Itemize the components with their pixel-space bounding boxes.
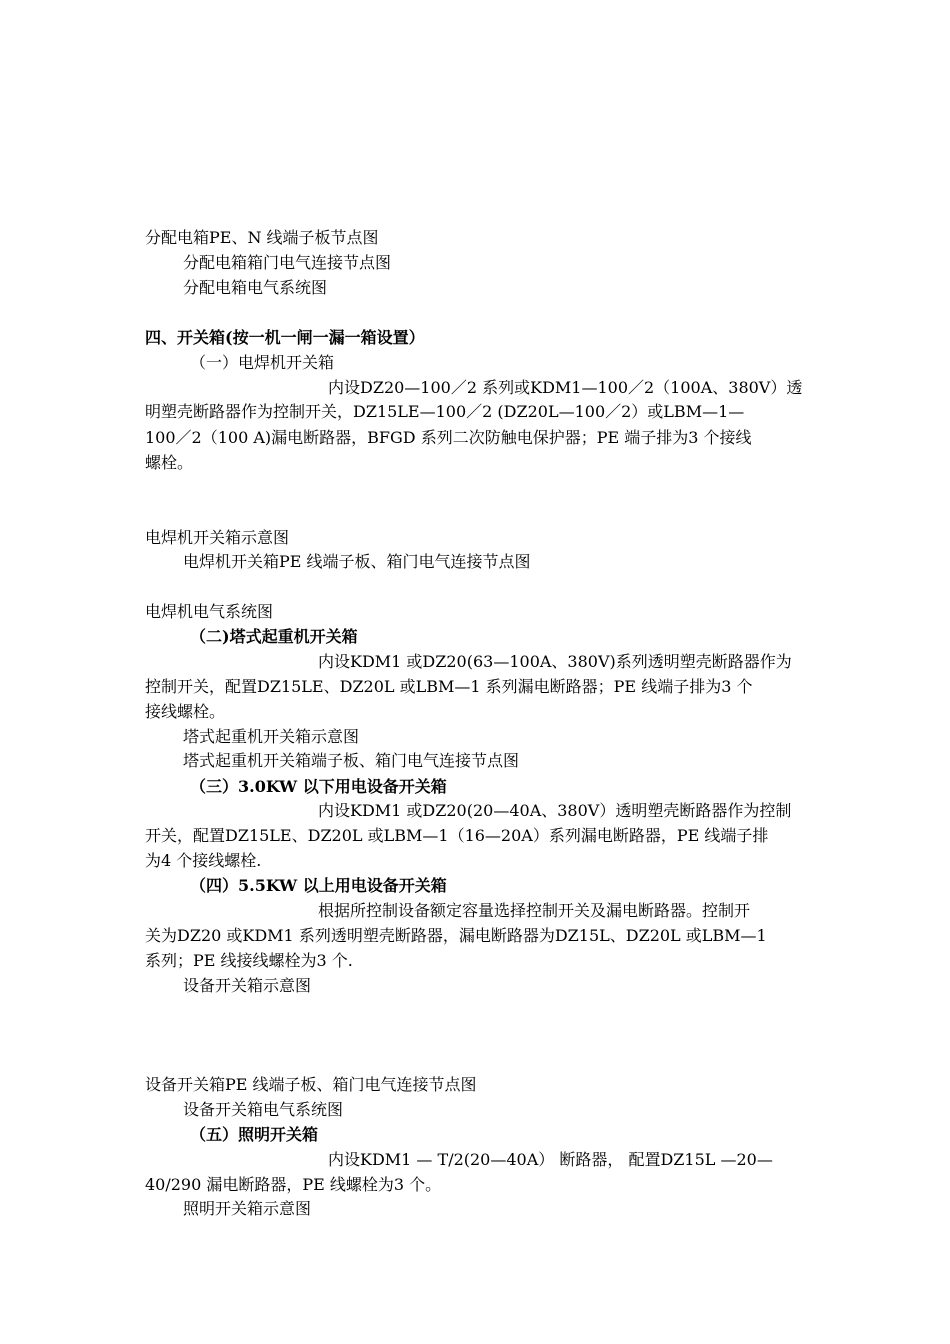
caption-lighting-switch-box: 照明开关箱示意图 — [183, 1199, 312, 1218]
paragraph-line: 100／2（100 A)漏电断路器，BFGD 系列二次防触电保护器；PE 端子排为3 个接线 — [145, 428, 752, 447]
caption-welder-switch-box: 电焊机开关箱示意图 — [145, 528, 290, 547]
section-heading-switch-box: 四、开关箱(按一机一闸一漏一箱设置） — [145, 328, 425, 347]
paragraph-line: 开关，配置DZ15LE、DZ20L 或LBM—1（16—20A）系列漏电断路器，PE 线端子排 — [145, 826, 769, 845]
line-distribution-pe-n-terminal: 分配电箱PE、N 线端子板节点图 — [145, 228, 379, 247]
subheading-below-3kw-switch-box: （三）3.0KW 以下用电设备开关箱 — [190, 777, 447, 796]
paragraph-line: 内设KDM1 — T/2(20—40A） 断路器， 配置DZ15L —20— — [328, 1150, 773, 1169]
caption-tower-crane-terminal-door: 塔式起重机开关箱端子板、箱门电气连接节点图 — [183, 751, 520, 770]
subheading-welder-switch-box: （一）电焊机开关箱 — [190, 353, 335, 372]
paragraph-line: 系列；PE 线接线螺栓为3 个. — [145, 951, 353, 970]
subheading-above-5kw-switch-box: （四）5.5KW 以上用电设备开关箱 — [190, 876, 447, 895]
paragraph-line: 接线螺栓。 — [145, 702, 226, 721]
paragraph-line: 根据所控制设备额定容量选择控制开关及漏电断路器。控制开 — [318, 901, 751, 920]
paragraph-line: 明塑壳断路器作为控制开关，DZ15LE—100／2 (DZ20L—100／2）或LBM—1— — [145, 402, 745, 421]
caption-welder-system-diagram: 电焊机电气系统图 — [145, 602, 274, 621]
paragraph-line: 内设KDM1 或DZ20(20—40A、380V）透明塑壳断路器作为控制 — [318, 801, 792, 820]
paragraph-line: 为4 个接线螺栓. — [145, 851, 262, 870]
caption-tower-crane-switch-box: 塔式起重机开关箱示意图 — [183, 727, 360, 746]
caption-equipment-terminal-door: 设备开关箱PE 线端子板、箱门电气连接节点图 — [145, 1075, 477, 1094]
paragraph-line: 内设KDM1 或DZ20(63—100A、380V)系列透明塑壳断路器作为 — [318, 652, 792, 671]
paragraph-line: 关为DZ20 或KDM1 系列透明塑壳断路器，漏电断路器为DZ15L、DZ20L 或LBM—1 — [145, 926, 767, 945]
paragraph-line: 内设DZ20—100／2 系列或KDM1—100／2（100A、380V）透 — [328, 378, 803, 397]
caption-welder-terminal-door: 电焊机开关箱PE 线端子板、箱门电气连接节点图 — [183, 552, 531, 571]
line-distribution-door-connection: 分配电箱箱门电气连接节点图 — [183, 253, 392, 272]
subheading-lighting-switch-box: （五）照明开关箱 — [190, 1125, 319, 1144]
line-distribution-system-diagram: 分配电箱电气系统图 — [183, 278, 328, 297]
paragraph-line: 螺栓。 — [145, 453, 194, 472]
paragraph-line: 控制开关，配置DZ15LE、DZ20L 或LBM—1 系列漏电断路器；PE 线端子排为3 个 — [145, 677, 753, 696]
caption-equipment-system-diagram: 设备开关箱电气系统图 — [183, 1100, 344, 1119]
subheading-tower-crane-switch-box: （二)塔式起重机开关箱 — [190, 627, 358, 646]
caption-equipment-switch-box: 设备开关箱示意图 — [183, 976, 312, 995]
paragraph-line: 40/290 漏电断路器，PE 线螺栓为3 个。 — [145, 1175, 442, 1194]
